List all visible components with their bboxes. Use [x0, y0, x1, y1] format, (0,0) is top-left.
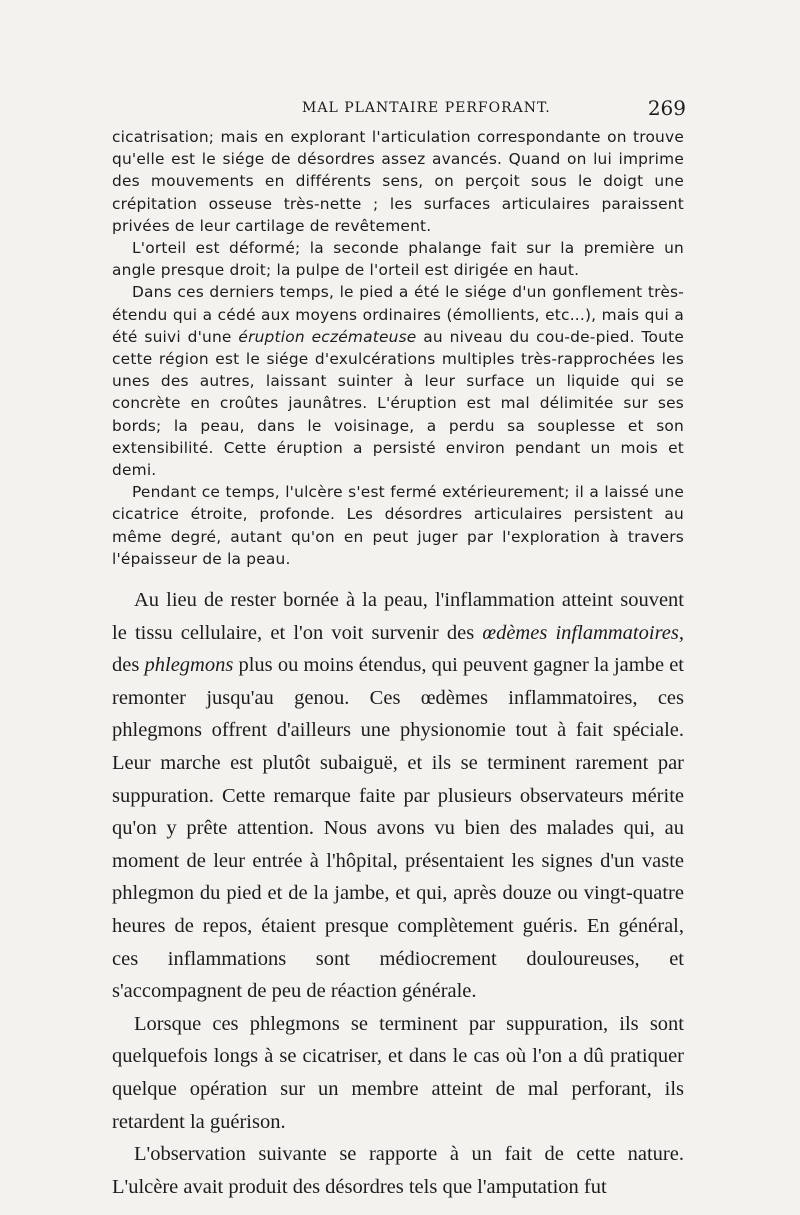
paragraph-text: des — [112, 654, 145, 677]
paragraph-text: L'observation suivante se rapporte à un fait de cette nature. L'ulcère avait produit des désordres tels que l'amputation fut — [112, 1143, 684, 1198]
paragraph-text: Pendant ce temps, l'ulcère s'est fermé extérieurement; il a laissé une cicatrice étroite, profonde. Les désordres articulaires persistent au même degré, autant qu'on en peut juger par l'exploration à travers l'épaisseur de la peau. — [112, 483, 684, 568]
paragraph — [112, 1008, 684, 1138]
paragraph-text: L'orteil est déformé; la seconde phalange fait sur la première un angle presque droit; la pulpe de l'orteil est dirigée en haut. — [112, 239, 684, 280]
running-head — [112, 96, 684, 126]
paragraph — [112, 281, 684, 481]
paragraph — [112, 481, 684, 570]
paragraph-text: plus ou moins étendus, qui peuvent gagner la jambe et remonter jusqu'au genou. Ces œdèmes inflammatoires, ces phlegmons offrent d'ailleurs une physionomie tout à fait spéciale. Leur marche est plutôt subaiguë, et ils se terminent rarement par suppuration. Cette remarque faite par plusieurs observateurs mérite qu'on y prête attention. Nous avons vu bien des malades qui, au moment de leur entrée à l'hôpital, présentaient les signes d'un vaste phlegmon du pied et de la jambe, et qui, après douze ou vingt-quatre heures de repos, étaient presque complètement guéris. En général, ces inflammations sont médiocrement douloureuses, et s'accompagnent de peu de réaction générale. — [112, 654, 684, 1003]
paragraph — [112, 1138, 684, 1203]
paragraph — [112, 126, 684, 237]
running-head-title: MAL PLANTAIRE PERFORANT. — [302, 100, 551, 116]
page-number: 269 — [647, 96, 686, 120]
main-text — [112, 584, 684, 1203]
paragraph-text: au niveau du cou-de-pied. Toute cette région est le siége d'exulcérations multiples très-rapprochées les unes des autres, laissant suinter à leur surface un liquide qui se concrète en croûtes jaunâtres. L'éruption est mal délimitée sur ses bords; la peau, dans le voisinage, a perdu sa souplesse et son extensibilité. Cette éruption a persisté environ pendant un mois et demi. — [112, 327, 685, 480]
paragraph-text: Dans ces derniers temps, le pied a été le siége d'un gonflement très-étendu qui a cédé aux moyens ordinaires (émollients, etc...), mais qui a été suivi d'une — [112, 283, 684, 346]
paragraph — [112, 584, 684, 1008]
italic-term: éruption eczémateuse — [238, 327, 417, 346]
observation-text — [112, 126, 684, 570]
paragraph-text: cicatrisation; mais en explorant l'articulation correspondante on trouve qu'elle est le siége de désordres assez avancés. Quand on lui imprime des mouvements en différents sens, on perçoit sous le doigt une crépitation osseuse très-nette ; les surfaces articulaires paraissent privées de leur cartilage de revêtement. — [112, 128, 684, 235]
paragraph — [112, 237, 684, 281]
paragraph-text: Lorsque ces phlegmons se terminent par suppuration, ils sont quelquefois longs à se cicatriser, et dans le cas où l'on a dû pratiquer quelque opération sur un membre atteint de mal perforant, ils retardent la guérison. — [112, 1012, 684, 1133]
italic-term: phlegmons — [144, 654, 234, 677]
paragraph-text: Au lieu de rester bornée à la peau, l'inflammation atteint souvent le tissu cellulaire, et l'on voit survenir des — [112, 589, 684, 644]
book-page — [112, 96, 684, 1203]
italic-term: œdèmes inflammatoires, — [482, 621, 684, 644]
